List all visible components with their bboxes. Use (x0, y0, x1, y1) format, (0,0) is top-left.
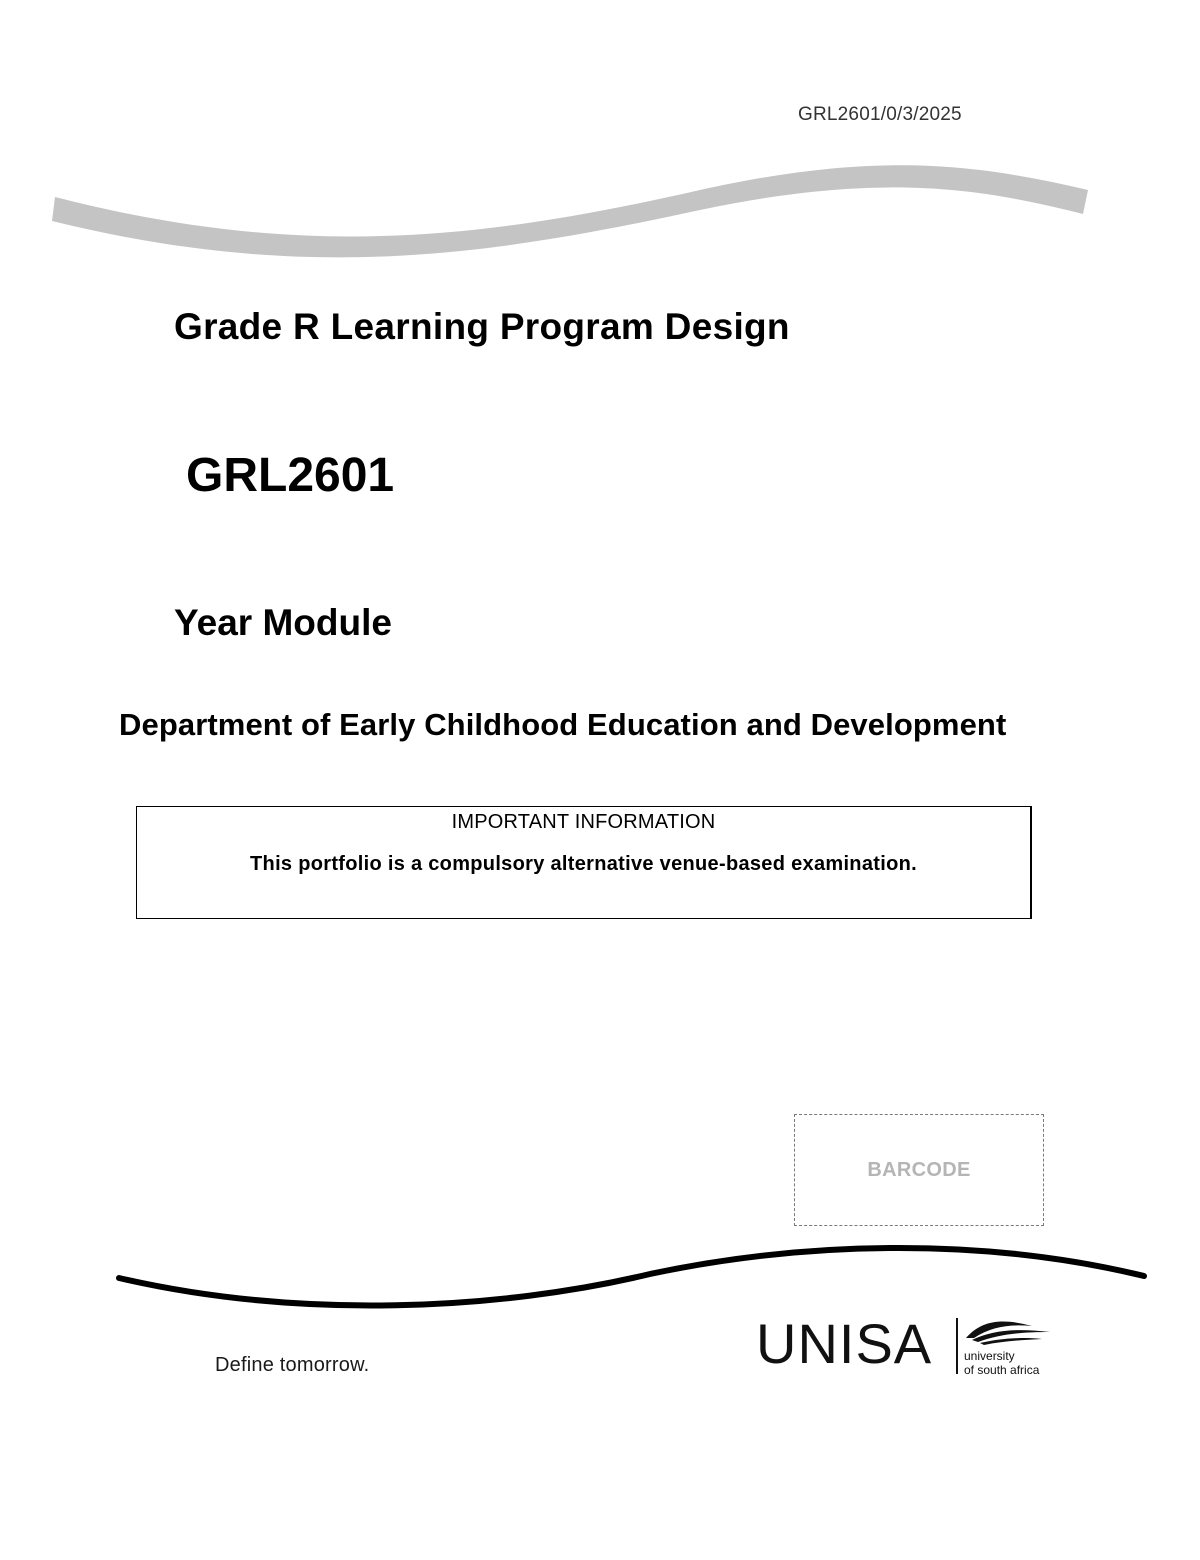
module-type: Year Module (174, 602, 392, 643)
important-information-box (136, 806, 1032, 919)
logo-subtitle-line2: of south africa (964, 1363, 1040, 1377)
important-information-text: This portfolio is a compulsory alternative venue-based examination. (250, 853, 917, 875)
important-information-heading: IMPORTANT INFORMATION (451, 811, 716, 833)
logo-wordmark: UNISA (756, 1312, 933, 1375)
barcode-label: BARCODE (867, 1158, 971, 1181)
top-swoosh-decoration (0, 0, 1200, 300)
unisa-logo (756, 1312, 1056, 1384)
top-swoosh-band (52, 165, 1088, 257)
logo-subtitle-line1: university (964, 1349, 1015, 1363)
logo-divider (956, 1318, 958, 1374)
bird-wing-logo-icon (962, 1316, 1054, 1346)
tagline: Define tomorrow. (215, 1354, 370, 1376)
module-code: GRL2601 (186, 449, 395, 502)
document-code: GRL2601/0/3/2025 (798, 104, 962, 125)
department-name: Department of Early Childhood Education and Development (119, 707, 1007, 742)
barcode-placeholder (794, 1114, 1044, 1226)
bottom-swoosh-line (119, 1248, 1144, 1306)
module-title: Grade R Learning Program Design (174, 306, 790, 347)
